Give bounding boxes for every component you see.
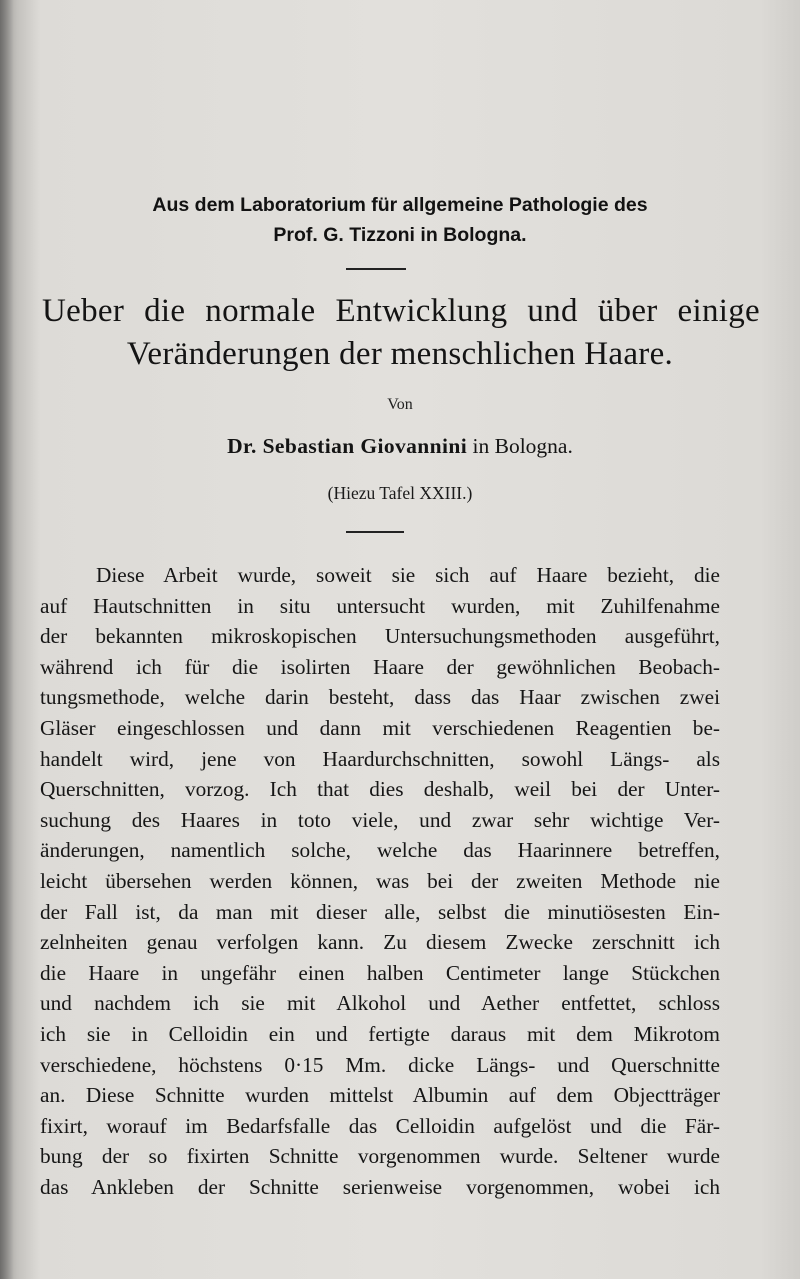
- body-line: bung der so fixirten Schnitte vorgenommen wurde. Seltener wurde: [40, 1144, 720, 1169]
- body-line: fixirt, worauf im Bedarfsfalle das Celloidin aufgelöst und die Fär-: [40, 1113, 720, 1138]
- body-line: tungsmethode, welche darin besteht, dass das Haar zwischen zwei: [40, 685, 720, 710]
- body-line: die Haare in ungefähr einen halben Centimeter lange Stückchen: [40, 960, 720, 985]
- body-line: verschiedene, höchstens 0·15 Mm. dicke Längs- und Querschnitte: [40, 1052, 720, 1077]
- body-line: handelt wird, jene von Haardurchschnitten, sowohl Längs- als: [40, 746, 720, 771]
- laboratory-header: [60, 190, 740, 250]
- author-line: [0, 434, 800, 459]
- body-line: änderungen, namentlich solche, welche das Haarinnere betreffen,: [40, 838, 720, 863]
- body-line: und nachdem ich sie mit Alkohol und Aether entfettet, schloss: [40, 991, 720, 1016]
- body-line: auf Hautschnitten in situ untersucht wurden, mit Zuhilfenahme: [40, 593, 720, 618]
- body-line: Querschnitten, vorzog. Ich that dies deshalb, weil bei der Unter-: [40, 777, 720, 802]
- header-rule: [346, 268, 406, 270]
- body-line: während ich für die isolirten Haare der gewöhnlichen Beobach-: [40, 654, 720, 679]
- body-line: leicht übersehen werden können, was bei der zweiten Methode nie: [40, 868, 720, 893]
- body-line: das Ankleben der Schnitte serienweise vorgenommen, wobei ich: [40, 1174, 720, 1199]
- article-title: [30, 290, 770, 376]
- body-text: [40, 560, 720, 1202]
- byline-von: Von: [387, 396, 413, 413]
- title-rule: [346, 531, 404, 533]
- header-line-1: Aus dem Laboratorium für allgemeine Pathologie des: [152, 194, 648, 216]
- body-line: zelnheiten genau verfolgen kann. Zu diesem Zwecke zerschnitt ich: [40, 930, 720, 955]
- title-line-1: Ueber die normale Entwicklung und über einige: [42, 293, 760, 329]
- body-line: ich sie in Celloidin ein und fertigte daraus mit dem Mikrotom: [40, 1021, 720, 1046]
- body-line: suchung des Haares in toto viele, und zwar sehr wichtige Ver-: [40, 807, 720, 832]
- body-line: Gläser eingeschlossen und dann mit verschiedenen Reagentien be-: [40, 715, 720, 740]
- book-spine-shadow: [0, 0, 14, 1279]
- body-line: der Fall ist, da man mit dieser alle, selbst die minutiösesten Ein-: [40, 899, 720, 924]
- author-name: Dr. Sebastian Giovannini: [227, 434, 468, 458]
- body-line: an. Diese Schnitte wurden mittelst Albumin auf dem Objectträger: [40, 1083, 720, 1108]
- body-line: der bekannten mikroskopischen Untersuchungsmethoden ausgeführt,: [40, 624, 720, 649]
- body-line: Diese Arbeit wurde, soweit sie sich auf Haare bezieht, die: [96, 563, 720, 587]
- author-place: in Bologna.: [472, 434, 573, 458]
- header-line-2: Prof. G. Tizzoni in Bologna.: [273, 224, 527, 246]
- plate-reference: (Hiezu Tafel XXIII.): [327, 483, 473, 503]
- title-line-2: Veränderungen der menschlichen Haare.: [126, 336, 674, 372]
